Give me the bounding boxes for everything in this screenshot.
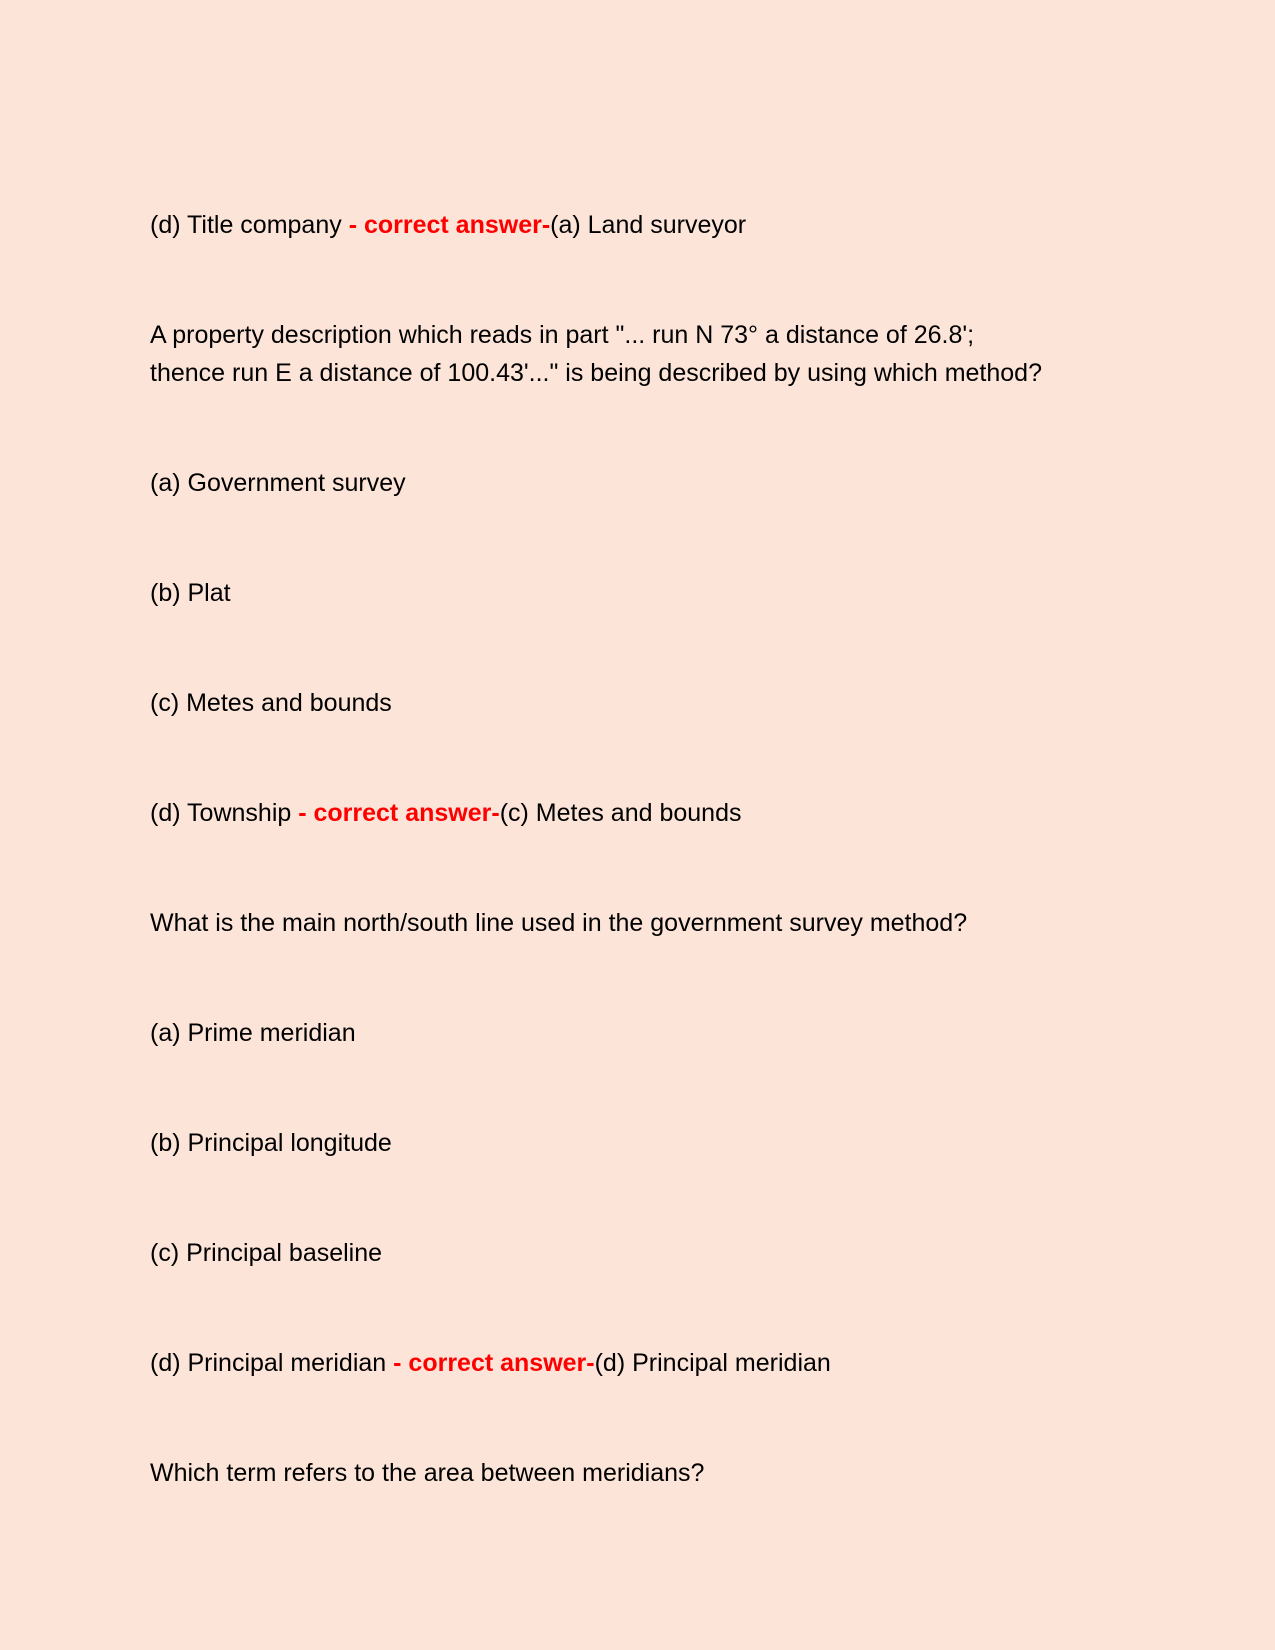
option-c: (c) Principal baseline <box>150 1239 383 1267</box>
option-d-text: (d) Principal meridian <box>150 1349 394 1377</box>
option-b: (b) Principal longitude <box>150 1129 392 1157</box>
question-text-line-2: thence run E a distance of 100.43'..." is being described by using which method? <box>150 359 1042 387</box>
correct-answer-marker: - correct answer- <box>348 211 551 239</box>
option-d-text: (d) Title company <box>150 211 349 239</box>
option-a: (a) Government survey <box>150 469 406 497</box>
option-b: (b) Plat <box>150 579 231 607</box>
question-text: Which term refers to the area between meridians? <box>150 1459 705 1487</box>
option-a: (a) Prime meridian <box>150 1019 356 1047</box>
option-d-text: (d) Township <box>150 799 299 827</box>
answer-line-township <box>150 794 741 832</box>
question-text: What is the main north/south line used in the government survey method? <box>150 909 968 937</box>
correct-answer-text: (d) Principal meridian <box>594 1349 831 1377</box>
answer-line-title-company <box>150 206 746 244</box>
correct-answer-marker: - correct answer- <box>393 1349 595 1377</box>
option-c: (c) Metes and bounds <box>150 689 392 717</box>
correct-answer-text: (c) Metes and bounds <box>499 799 742 827</box>
correct-answer-text: (a) Land surveyor <box>550 211 747 239</box>
answer-line-principal-meridian <box>150 1344 831 1382</box>
correct-answer-marker: - correct answer- <box>298 799 500 827</box>
question-text-line-1: A property description which reads in part "... run N 73° a distance of 26.8'; <box>150 321 975 349</box>
